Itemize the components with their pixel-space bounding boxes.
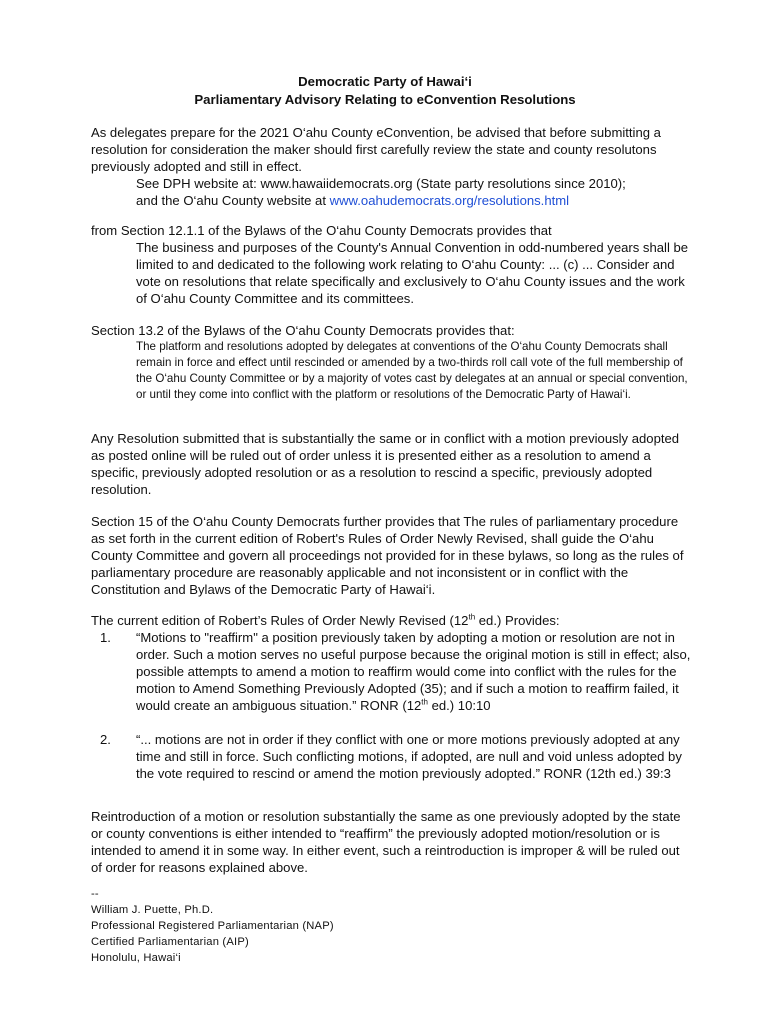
ronr-lead-suffix: ed.) Provides: [475,613,560,628]
list-item-number: 1. [100,630,111,645]
ronr-block [91,612,691,782]
section-12-quote: The business and purposes of the County's Annual Convention in odd-numbered years shall be limited to and dedicated to the following work relating to O‘ahu County: ... (c) ... Consider and vote on resolutions that relate specifically and exclusively to O‘ahu County issues and the work of O‘ahu County Committee and its committees. [136,240,689,306]
signature-dashes: -- [91,888,99,900]
dph-website-line: See DPH website at: www.hawaiidemocrats.org (State party resolutions since 2010); [136,176,626,191]
doc-subtitle: Parliamentary Advisory Relating to eConvention Resolutions [194,92,576,107]
ronr-lead-text: The current edition of Robert’s Rules of Order Newly Revised (12 [91,613,469,628]
list-item [91,629,691,714]
intro-paragraph: As delegates prepare for the 2021 O‘ahu County eConvention, be advised that before submitting a resolution for consideration the maker should first carefully review the state and county resolutons previously adopted and still in effect. [91,125,661,174]
list-item-text [136,629,691,714]
oahu-website-prefix: and the O‘ahu County website at [136,193,330,208]
signature-block [91,886,334,966]
list-item-1-sup: th [421,697,428,707]
list-item-1-suffix: ed.) 10:10 [427,698,491,713]
oahu-website-line [136,192,691,209]
section-12-lead: from Section 12.1.1 of the Bylaws of the O‘ahu County Democrats provides that [91,223,552,238]
list-item-1-text: “Motions to "reaffirm" a position previously taken by adopting a motion or resolution are not in order. Such a motion serves no useful purpose because the original motion is still in effect; also, possible attempts to amend a motion to reaffirm would come into conflict with the rules for the motion to Amend Something Previously Adopted (35); and if such a motion to reaffirm failed, it would create an ambiguous situation.” RONR (12 [136,630,691,713]
doc-title: Democratic Party of Hawai‘i [298,74,472,89]
reintroduction-paragraph: Reintroduction of a motion or resolution substantially the same as one previously adopted by the state or county conventions is either intended to “reaffirm” the previously adopted motion/resolution or is intended to amend it in some way. In either event, such a reintroduction is improper & will be ruled out of order for reasons explained above. [91,809,681,875]
signature-name: William J. Puette, Ph.D. [91,904,214,916]
signature-title-aip: Certified Parliamentarian (AIP) [91,936,249,948]
ronr-lead-sup: th [468,612,476,622]
section-13-lead: Section 13.2 of the Bylaws of the O‘ahu County Democrats provides that: [91,323,515,338]
oahu-resolutions-link[interactable]: www.oahudemocrats.org/resolutions.html [329,193,570,208]
list-item-number: 2. [100,732,111,747]
ronr-lead [91,612,691,629]
section-12-block [91,222,691,307]
list-item [91,731,691,782]
section-13-block [91,322,691,403]
signature-location: Honolulu, Hawai‘i [91,952,181,964]
intro-block [91,124,691,209]
section-15-paragraph: Section 15 of the O‘ahu County Democrats further provides that The rules of parliamentary procedure as set forth in the current edition of Robert's Rules of Order Newly Revised, shall guide the O‘ahu County Committee and govern all proceedings not provided for in these bylaws, so long as the rules of parliamentary procedure are reasonably applicable and not inconsistent or in conflict with the Constitution and Bylaws of the Democratic Party of Hawai‘i. [91,514,684,597]
section-13-quote: The platform and resolutions adopted by delegates at conventions of the O‘ahu County Democrats shall remain in force and effect until rescinded or amended by a two-thirds roll call vote of the full membership of the O‘ahu County Committee or by a majority of votes cast by delegates at an annual or special convention, or until they come into conflict with the platform or resolutions of the Democratic Party of Hawai‘i. [136,340,688,401]
any-resolution-paragraph: Any Resolution submitted that is substantially the same or in conflict with a motion previously adopted as posted online will be ruled out of order unless it is presented either as a resolution to amend a specific, previously adopted resolution or as a resolution to rescind a specific, previously adopted resolution. [91,431,680,497]
signature-title-nap: Professional Registered Parliamentarian (NAP) [91,920,334,932]
list-item-2-text: “... motions are not in order if they conflict with one or more motions previously adopted at any time and still in force. Such conflicting motions, if adopted, are null and void unless adopted by the vote required to rescind or amend the motion previously adopted.” RONR (12th ed.) 39:3 [136,732,682,781]
